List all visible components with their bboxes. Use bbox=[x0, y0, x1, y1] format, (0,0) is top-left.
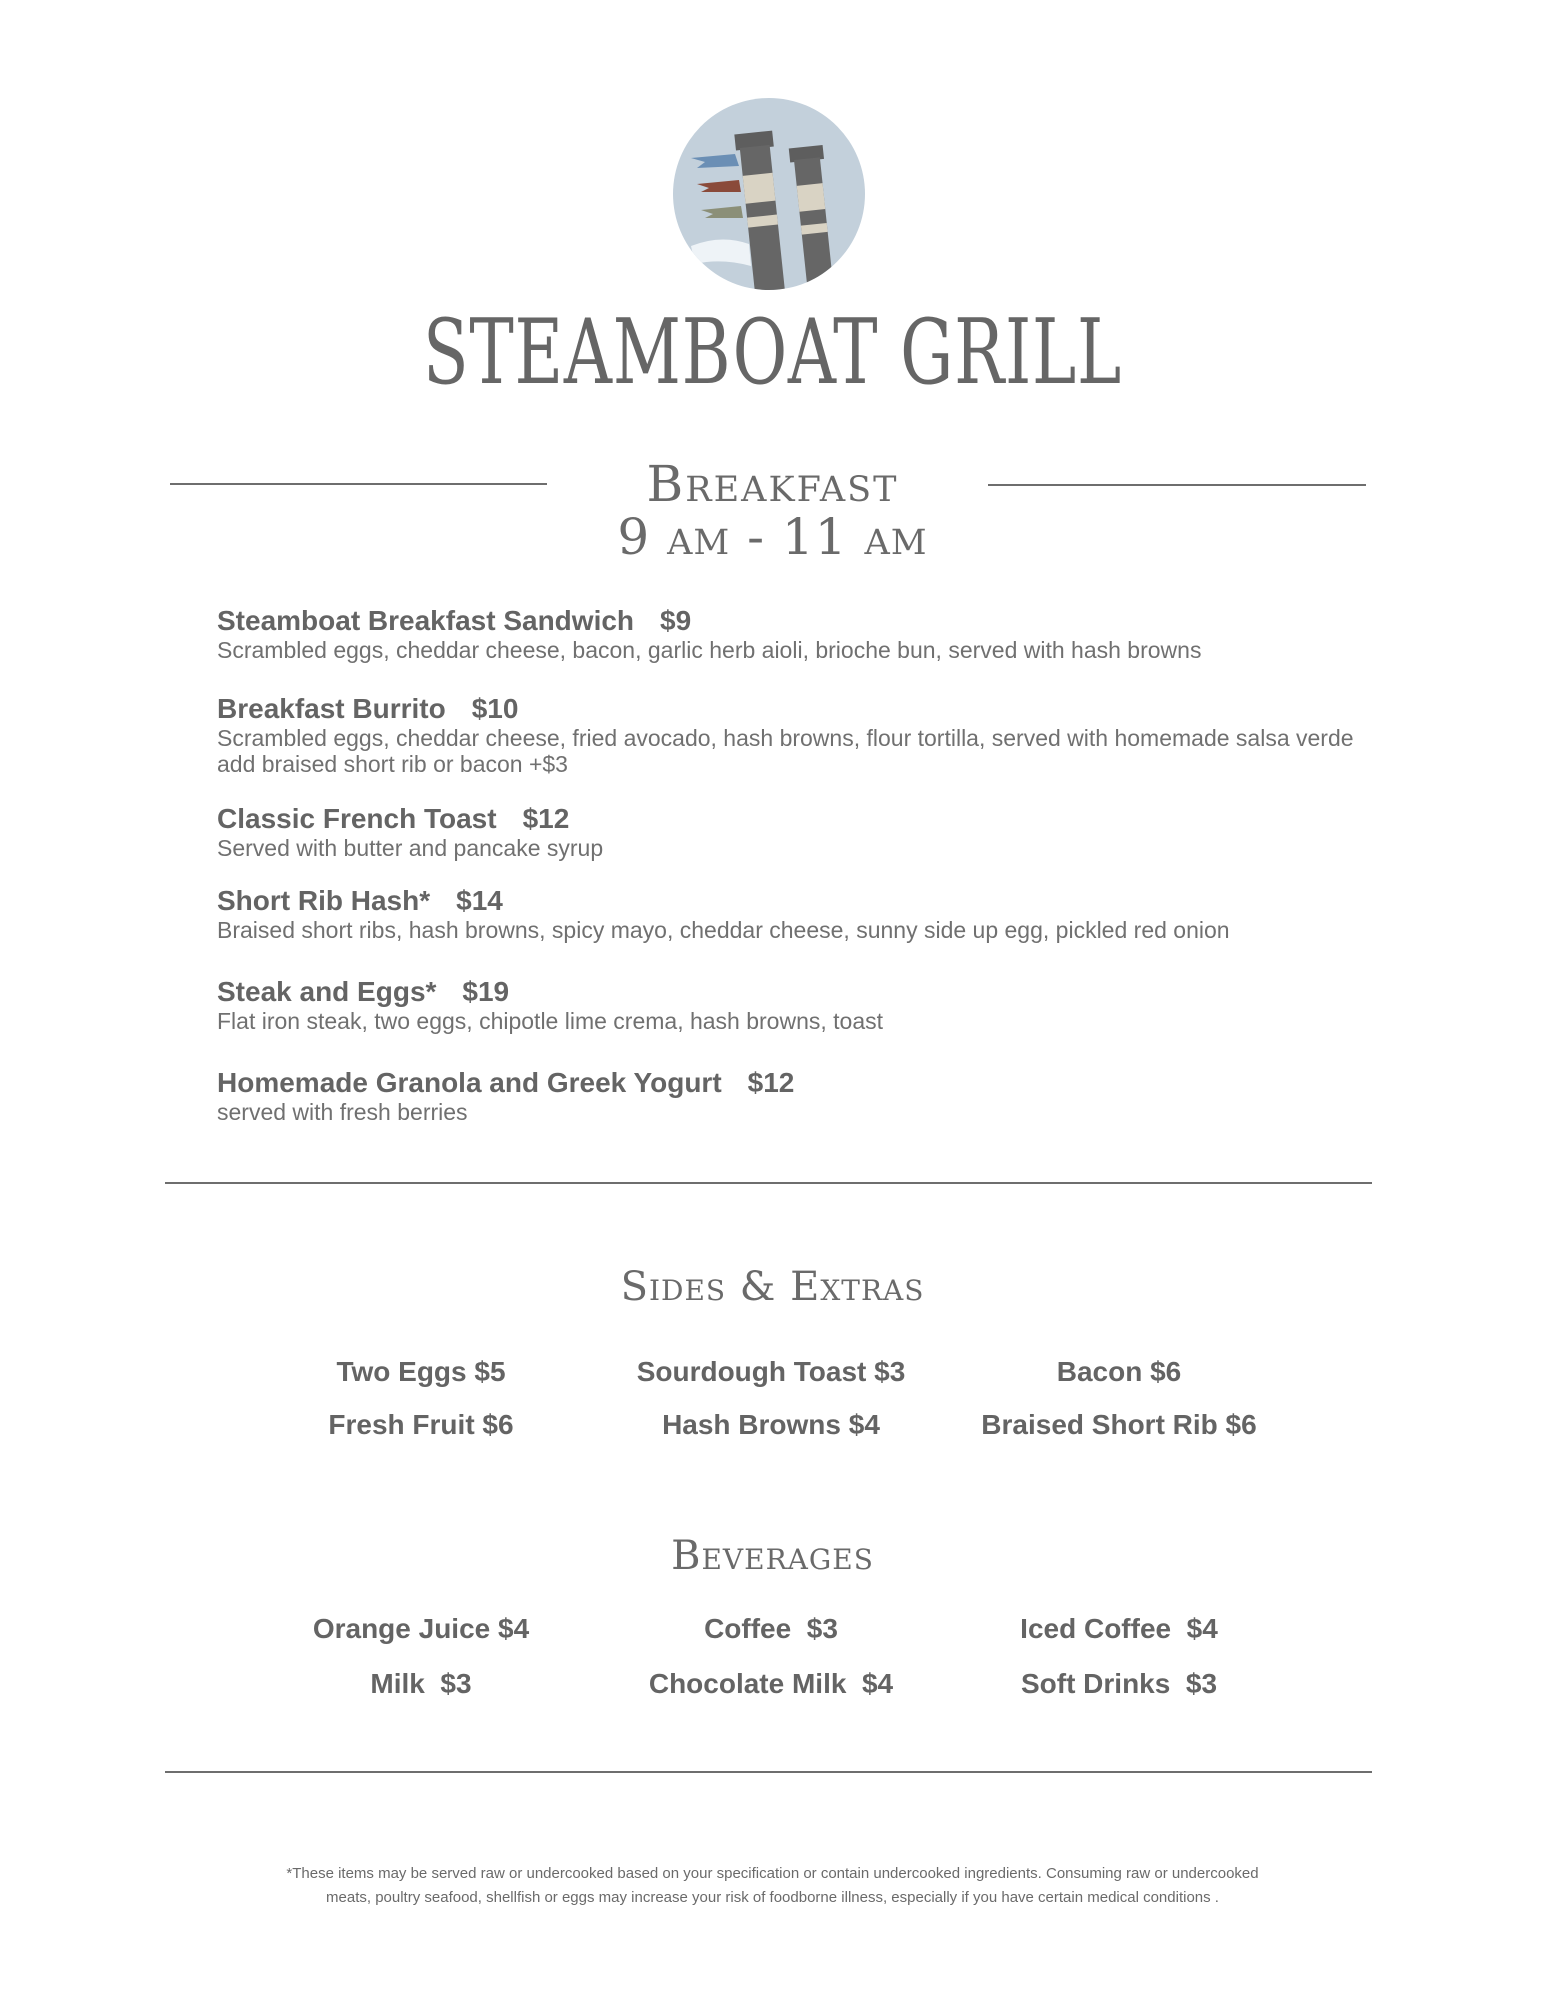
item-price: $14 bbox=[456, 885, 503, 916]
menu-item bbox=[217, 803, 603, 861]
disclaimer-line: *These items may be served raw or undercooked based on your specification or contain undercooked ingredients. Consuming raw or undercooked bbox=[286, 1865, 1259, 1882]
item-price: $9 bbox=[660, 605, 692, 636]
item-description: Scrambled eggs, cheddar cheese, bacon, garlic herb aioli, brioche bun, served with hash browns bbox=[217, 637, 1202, 663]
item-description: Braised short ribs, hash browns, spicy mayo, cheddar cheese, sunny side up egg, pickled red onion bbox=[217, 917, 1230, 943]
side-item: Hash Browns $4 bbox=[662, 1409, 880, 1440]
disclaimer bbox=[0, 1862, 1545, 1910]
item-description: Flat iron steak, two eggs, chipotle lime crema, hash browns, toast bbox=[217, 1008, 884, 1034]
restaurant-name: STEAMBOAT GRILL bbox=[423, 300, 1122, 405]
item-name: Steamboat Breakfast Sandwich bbox=[217, 605, 635, 636]
menu-item bbox=[217, 605, 1201, 663]
menu-item bbox=[217, 885, 1230, 943]
disclaimer-line: meats, poultry seafood, shellfish or eggs may increase your risk of foodborne illness, especially if you have certain medical conditions . bbox=[326, 1889, 1219, 1906]
beverage-item: Orange Juice $4 bbox=[312, 1613, 530, 1644]
item-name: Breakfast Burrito bbox=[217, 693, 446, 724]
item-name: Short Rib Hash* bbox=[217, 885, 431, 916]
section-divider bbox=[165, 1771, 1372, 1773]
item-name: Homemade Granola and Greek Yogurt bbox=[217, 1067, 722, 1098]
beverage-item: Iced Coffee $4 bbox=[1020, 1613, 1218, 1644]
beverages-heading: Beverages bbox=[671, 1533, 874, 1579]
side-item: Two Eggs $5 bbox=[336, 1356, 506, 1387]
item-price: $10 bbox=[471, 693, 519, 724]
item-price: $12 bbox=[747, 1067, 795, 1098]
item-description: Scrambled eggs, cheddar cheese, fried avocado, hash browns, flour tortilla, served with homemade salsa verde bbox=[217, 725, 1354, 751]
side-item: Sourdough Toast $3 bbox=[636, 1356, 906, 1387]
steamboat-logo-icon bbox=[671, 96, 867, 292]
menu-item bbox=[217, 976, 883, 1034]
breakfast-heading bbox=[0, 455, 1545, 566]
side-item: Fresh Fruit $6 bbox=[328, 1409, 514, 1440]
breakfast-title: Breakfast bbox=[646, 455, 899, 513]
item-name: Classic French Toast bbox=[217, 803, 497, 834]
beverage-item: Chocolate Milk $4 bbox=[648, 1668, 894, 1699]
section-divider bbox=[165, 1182, 1372, 1184]
item-add-on: add braised short rib or bacon +$3 bbox=[217, 751, 568, 777]
beverage-item: Milk $3 bbox=[370, 1668, 472, 1699]
menu-item bbox=[217, 693, 1354, 777]
item-description: Served with butter and pancake syrup bbox=[217, 835, 604, 861]
breakfast-hours: 9 am - 11 am bbox=[617, 508, 928, 566]
beverage-item: Coffee $3 bbox=[704, 1613, 838, 1644]
item-price: $19 bbox=[462, 976, 510, 1007]
logo bbox=[671, 96, 867, 292]
side-item: Braised Short Rib $6 bbox=[981, 1409, 1257, 1440]
beverage-item: Soft Drinks $3 bbox=[1020, 1668, 1218, 1699]
item-name: Steak and Eggs* bbox=[217, 976, 437, 1007]
item-description: served with fresh berries bbox=[217, 1099, 468, 1125]
item-price: $12 bbox=[522, 803, 570, 834]
menu-item bbox=[217, 1067, 794, 1125]
sides-heading: Sides & Extras bbox=[620, 1264, 925, 1310]
side-item: Bacon $6 bbox=[1056, 1356, 1182, 1387]
